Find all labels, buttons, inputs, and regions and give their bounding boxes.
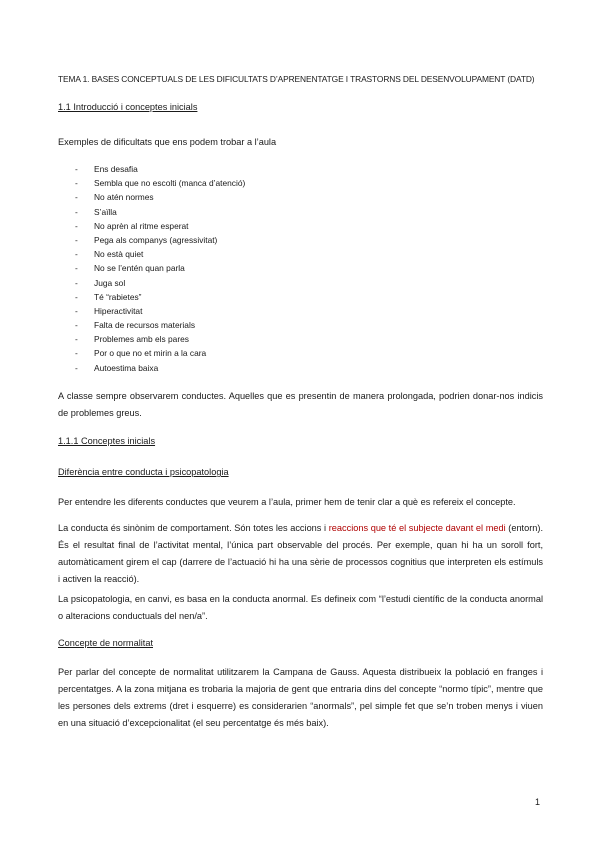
bullet-dash: - xyxy=(75,249,78,260)
bullet-dash: - xyxy=(75,206,78,217)
section-heading-1-1: 1.1 Introducció i conceptes inicials xyxy=(58,102,198,112)
bullet-dash: - xyxy=(75,334,78,345)
document-title: TEMA 1. BASES CONCEPTUALS DE LES DIFICULTATS D’APRENENTATGE I TRASTORNS DEL DESENVOLUPAMENT (DATD) xyxy=(58,74,535,84)
highlighted-text: reaccions que té el subjecte davant el medi xyxy=(328,523,506,533)
list-item: - Pega als companys (agressivitat) xyxy=(58,233,458,247)
list-item: - No atén normes xyxy=(58,190,458,204)
bullet-dash: - xyxy=(75,291,78,302)
list-item: - S’aïlla xyxy=(58,205,458,219)
bullet-dash: - xyxy=(75,305,78,316)
list-item: - No se l’entén quan parla xyxy=(58,261,458,275)
list-item: - Sembla que no escolti (manca d’atenció) xyxy=(58,176,458,190)
bullet-dash: - xyxy=(75,192,78,203)
list-item: - Problemes amb els pares xyxy=(58,332,458,346)
bullet-dash: - xyxy=(75,220,78,231)
examples-intro: Exemples de dificultats que ens podem trobar a l’aula xyxy=(58,137,277,147)
paragraph-conductes: A classe sempre observarem conductes. Aquelles que es presentin de manera prolongada, podrien donar-nos indicis de problemes greus. xyxy=(58,391,543,418)
list-item: - Autoestima baixa xyxy=(58,361,458,375)
paragraph-conducta: La conducta és sinònim de comportament. Són totes les accions i reaccions que té el subjecte davant el medi (entorn). És el resultat final de l’activitat mental, l’única part observable del procés. Per exemple, quan hi ha un soroll fort, automàticament girem el cap (darrere de l’actuació hi ha una sèrie de processos cognitius que interpreten els estímuls i activen la reacció). xyxy=(58,523,543,584)
list-item: - No està quiet xyxy=(58,247,458,261)
section-heading-1-1-1: 1.1.1 Conceptes inicials xyxy=(58,436,156,446)
subheading-diferencia: Diferència entre conducta i psicopatologia xyxy=(58,467,229,477)
list-item: - Falta de recursos materials xyxy=(58,318,458,332)
list-item: - Juga sol xyxy=(58,276,458,290)
bullet-dash: - xyxy=(75,320,78,331)
bullet-dash: - xyxy=(75,348,78,359)
bullet-dash: - xyxy=(75,277,78,288)
page-number: 1 xyxy=(535,797,541,807)
bullet-dash: - xyxy=(75,178,78,189)
list-item: - Hiperactivitat xyxy=(58,304,458,318)
bullet-dash: - xyxy=(75,234,78,245)
paragraph-entendre: Per entendre les diferents conductes que veurem a l’aula, primer hem de tenir clar a què es refereix el concepte. xyxy=(58,497,516,507)
list-item: - No aprèn al ritme esperat xyxy=(58,219,458,233)
examples-list xyxy=(58,162,458,375)
bullet-dash: - xyxy=(75,263,78,274)
list-item: - Ens desafia xyxy=(58,162,458,176)
paragraph-normalitat: Per parlar del concepte de normalitat utilitzarem la Campana de Gauss. Aquesta distribueix la població en franges i percentatges. A la zona mitjana es trobaria la majoria de gent que entraria dins del concepte “normo típic”, mentre que les persones dels extrems (dret i esquerre) es considerarien “anormals”, pel simple fet que se’n troben menys i viuen en una situació d’excepcionalitat (el seu percentatge és més baix). xyxy=(58,667,543,728)
list-item: - Té “rabietes” xyxy=(58,290,458,304)
bullet-dash: - xyxy=(75,362,78,373)
subheading-normalitat: Concepte de normalitat xyxy=(58,638,153,648)
paragraph-psicopatologia: La psicopatologia, en canvi, es basa en la conducta anormal. Es defineix com “l’estudi científic de la conducta anormal o alteracions conductuals del nen/a”. xyxy=(58,594,543,621)
list-item: - Por o que no et mirin a la cara xyxy=(58,346,458,360)
bullet-dash: - xyxy=(75,164,78,174)
